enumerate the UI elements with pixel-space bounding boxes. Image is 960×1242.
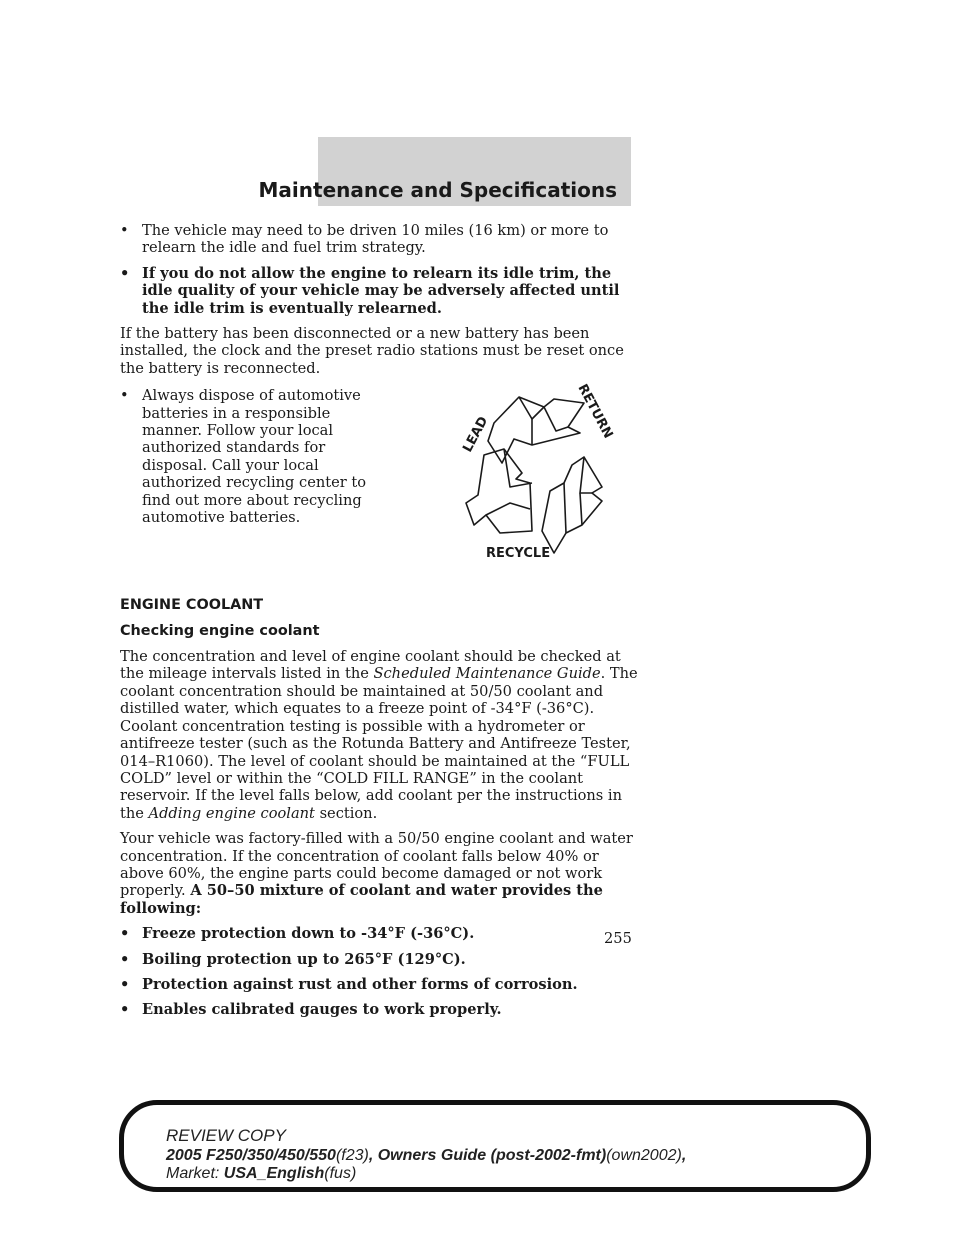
- review-model-line: [166, 1147, 686, 1165]
- section-title: Maintenance and Specifications: [258, 178, 617, 202]
- reference-scheduled-maintenance-guide: Scheduled Maintenance Guide: [373, 665, 601, 683]
- bullet-item-dispose: [120, 387, 382, 526]
- review-model-code: (f23): [335, 1147, 369, 1164]
- bullet-glyph: •: [120, 222, 129, 239]
- review-comma: ,: [681, 1147, 687, 1164]
- bullet-text: Always dispose of automotive batteries in a responsible manner. Follow your local authorized standards for disposal. Call your local authorized recycling center to find out more about recycling automotive batteries.: [142, 387, 366, 527]
- bullet-glyph: •: [120, 387, 129, 405]
- recycle-figure: [434, 383, 634, 563]
- para-text: Your vehicle was factory-filled with a 50/50 engine coolant and water concentration. If the concentration of coolant falls below 40% or above 60%, the engine parts could become damaged or not work properly.: [120, 830, 633, 900]
- bullet-item-benefit: [120, 925, 640, 942]
- battery-disposal-text: [120, 385, 382, 563]
- review-guide-code: (own2002): [606, 1147, 682, 1164]
- review-copy-label: REVIEW COPY: [166, 1126, 286, 1145]
- section-header-band: [258, 137, 631, 206]
- review-market: USA_English: [223, 1165, 325, 1182]
- bullet-glyph: •: [120, 1001, 130, 1019]
- bullet-item-benefit: [120, 951, 640, 968]
- review-copy-box: [119, 1100, 871, 1192]
- bullet-glyph: •: [120, 950, 130, 968]
- bullet-text: Boiling protection up to 265°F (129°C).: [142, 950, 466, 968]
- review-model: 2005 F250/350/450/550: [166, 1147, 336, 1164]
- bullet-text: The vehicle may need to be driven 10 miles (16 km) or more to relearn the idle and fuel trim strategy.: [142, 222, 609, 257]
- subheading-checking-coolant: Checking engine coolant: [120, 622, 320, 639]
- bullet-text: Enables calibrated gauges to work properly.: [142, 1001, 502, 1019]
- bullet-text: Protection against rust and other forms of corrosion.: [142, 975, 578, 993]
- para-text: . The coolant concentration should be maintained at 50/50 coolant and distilled water, which equates to a freeze point of -34°F (-36°C). Coolant concentration testing is possible with a hydrometer or antifreeze tester (such as the Rotunda Battery and Antifreeze Tester, 014–R1060). The level of coolant should be maintained at the “FULL COLD” level or within the “COLD FILL RANGE” in the coolant reservoir. If the level falls below, add coolant per the instructions in the: [120, 665, 638, 822]
- para-text: section.: [319, 804, 378, 822]
- bullet-glyph: •: [120, 975, 130, 993]
- bullet-glyph: •: [120, 925, 130, 943]
- bullet-text: If you do not allow the engine to relearn its idle trim, the idle quality of your vehicle may be adversely affected until the idle trim is eventually relearned.: [142, 264, 620, 317]
- lead-label: LEAD: [460, 414, 492, 456]
- bullet-item-idle-trim-warning: [120, 265, 640, 317]
- bullet-glyph: •: [120, 264, 130, 282]
- bullet-item-benefit: [120, 1001, 640, 1018]
- recycle-arrows-icon: [434, 383, 634, 563]
- review-copy-text: [166, 1127, 686, 1183]
- review-market-label: Market:: [166, 1165, 220, 1182]
- battery-disposal-section: [120, 385, 640, 563]
- coolant-factory-fill-paragraph: [120, 830, 640, 917]
- section-heading-engine-coolant: ENGINE COOLANT: [120, 597, 264, 614]
- bullet-item-benefit: [120, 976, 640, 993]
- page-number: 255: [604, 930, 632, 947]
- coolant-checking-paragraph: [120, 648, 640, 822]
- page-content: [120, 222, 640, 1027]
- review-guide-name: , Owners Guide (post-2002-fmt): [368, 1147, 607, 1164]
- para-bold-text: A 50–50 mixture of coolant and water provides the following:: [120, 882, 603, 917]
- review-market-line: [166, 1165, 686, 1183]
- battery-reset-paragraph: If the battery has been disconnected or a new battery has been installed, the clock and the preset radio stations must be reset once the battery is reconnected.: [120, 325, 624, 377]
- return-label: RETURN: [574, 383, 616, 442]
- review-market-code: (fus): [324, 1165, 357, 1182]
- bullet-item-relearn-drive: [120, 222, 640, 257]
- recycle-label: RECYCLE: [486, 546, 551, 562]
- bullet-text: Freeze protection down to -34°F (-36°C).: [142, 925, 475, 943]
- para-text: The concentration and level of engine coolant should be checked at the mileage intervals listed in the: [120, 648, 621, 683]
- reference-adding-engine-coolant: Adding engine coolant: [148, 804, 315, 822]
